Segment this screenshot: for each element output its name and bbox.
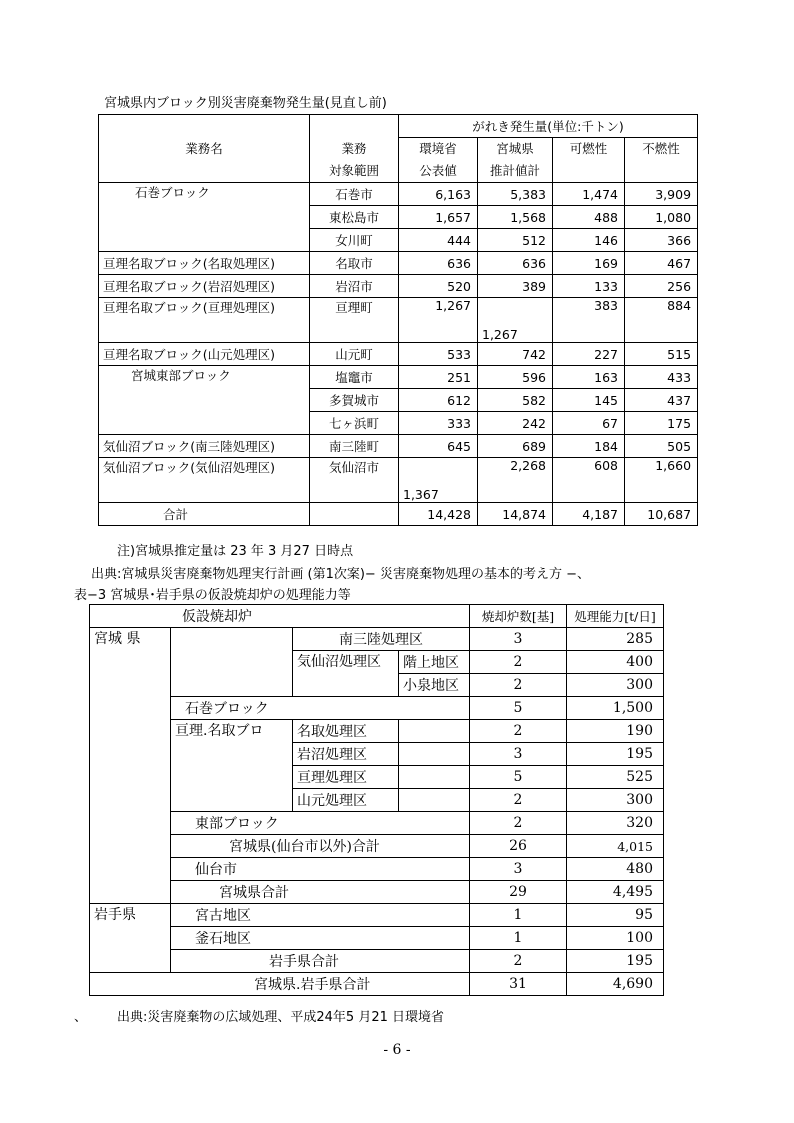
count-value: 1 [470,927,567,950]
capacity-value: 95 [567,904,664,927]
table-row [99,275,698,298]
block-label: 石巻ブロック [99,183,310,252]
table-header-row [99,115,698,138]
area-label: 女川町 [310,229,399,252]
pref-value: 689 [478,435,553,458]
empty-cell [399,766,470,789]
row-label: 東部ブロック [171,812,470,835]
table-row [99,366,698,389]
combustible-value: 163 [553,366,625,389]
row-label: 釜石地区 [171,927,470,950]
env-value: 1,367 [399,458,478,503]
block-label: 宮城東部ブロック [99,366,310,435]
capacity-value: 190 [567,720,664,743]
header-cell-empty [99,115,310,138]
table-header-row [99,138,698,183]
header-col-pref: 宮城県 推計値計 [478,138,553,183]
area-label: 亘理町 [310,298,399,343]
sub-label: 階上地区 [399,651,470,674]
pref-value: 2,268 [478,458,553,503]
source-note-2: 出典:災害廃棄物の広域処理、平成24年5 月21 日環境省 [117,1010,444,1025]
count-value: 3 [470,858,567,881]
capacity-value: 195 [567,743,664,766]
source-mark: 、 [74,1010,88,1025]
sub-label: 山元処理区 [293,789,399,812]
header-capacity: 処理能力[t/日] [567,605,664,628]
noncombustible-value: 1,080 [625,206,698,229]
capacity-value: 480 [567,858,664,881]
env-value: 520 [399,275,478,298]
capacity-value: 100 [567,927,664,950]
table-incinerator-capacity [89,604,664,996]
pref-value: 582 [478,389,553,412]
capacity-value: 195 [567,950,664,973]
count-value: 2 [470,651,567,674]
block-label: 気仙沼ブロック(気仙沼処理区) [99,458,310,503]
block-label: 気仙沼ブロック(南三陸処理区) [99,435,310,458]
count-value: 26 [470,835,567,858]
total-area-empty [310,503,399,526]
noncombustible-value: 437 [625,389,698,412]
block-label: 亘理名取ブロック(亘理処理区) [99,298,310,343]
area-label: 南三陸町 [310,435,399,458]
area-label: 七ヶ浜町 [310,412,399,435]
block-label: 亘理名取ブロック(名取処理区) [99,252,310,275]
combustible-value: 383 [553,298,625,343]
header-cell-empty [310,115,399,138]
count-value: 5 [470,697,567,720]
empty-cell [399,789,470,812]
env-value: 6,163 [399,183,478,206]
area-label: 塩竈市 [310,366,399,389]
count-value: 2 [470,950,567,973]
row-label: 宮古地区 [171,904,470,927]
empty-cell [171,628,293,697]
header-incinerator: 仮設焼却炉 [90,605,470,628]
pref-value: 1,267 [478,298,553,343]
area-label: 岩沼市 [310,275,399,298]
env-value: 1,267 [399,298,478,343]
row-label: 宮城県合計 [171,881,470,904]
capacity-value: 1,500 [567,697,664,720]
combustible-value: 184 [553,435,625,458]
area-label: 気仙沼市 [310,458,399,503]
count-value: 2 [470,674,567,697]
table-row [90,835,664,858]
header-count: 焼却炉数[基] [470,605,567,628]
count-value: 3 [470,743,567,766]
combustible-value: 169 [553,252,625,275]
row-label: 亘理.名取ブロ [171,720,293,812]
count-value: 29 [470,881,567,904]
header-col-business: 業務名 [99,138,310,183]
count-value: 3 [470,628,567,651]
table-row [90,812,664,835]
capacity-value: 525 [567,766,664,789]
pref-label-miyagi: 宮城 県 [90,628,171,904]
area-label: 名取市 [310,252,399,275]
table2-title: 表−3 宮城県･岩手県の仮設焼却炉の処理能力等 [74,588,351,603]
combustible-value: 488 [553,206,625,229]
pref-value: 242 [478,412,553,435]
table-total-row [90,973,664,996]
capacity-value: 300 [567,674,664,697]
table-disaster-waste-volume [98,114,698,526]
row-label: 仙台市 [171,858,470,881]
table-total-row [99,503,698,526]
combustible-value: 67 [553,412,625,435]
header-group-label: がれき発生量(単位:千トン) [399,115,698,138]
sub-label: 名取処理区 [293,720,399,743]
table-row [99,458,698,503]
pref-value: 596 [478,366,553,389]
capacity-value: 300 [567,789,664,812]
combustible-value: 1,474 [553,183,625,206]
grand-total-capacity: 4,690 [567,973,664,996]
count-value: 2 [470,812,567,835]
noncombustible-value: 505 [625,435,698,458]
sub-label: 小泉地区 [399,674,470,697]
table-row [90,881,664,904]
empty-cell [399,720,470,743]
block-label: 亘理名取ブロック(山元処理区) [99,343,310,366]
header-col-noncombustible: 不燃性 [625,138,698,183]
area-label: 多賀城市 [310,389,399,412]
capacity-value: 285 [567,628,664,651]
total-noncombustible: 10,687 [625,503,698,526]
combustible-value: 133 [553,275,625,298]
env-value: 645 [399,435,478,458]
capacity-value: 4,015 [567,835,664,858]
count-value: 2 [470,789,567,812]
area-label: 東松島市 [310,206,399,229]
pref-value: 636 [478,252,553,275]
env-value: 612 [399,389,478,412]
env-value: 251 [399,366,478,389]
noncombustible-value: 3,909 [625,183,698,206]
table-row [99,343,698,366]
total-env: 14,428 [399,503,478,526]
capacity-value: 320 [567,812,664,835]
pref-label-iwate: 岩手県 [90,904,171,973]
capacity-value: 4,495 [567,881,664,904]
note-estimate-date: 注)宮城県推定量は 23 年 3 月27 日時点 [117,544,354,559]
noncombustible-value: 366 [625,229,698,252]
sub-label: 岩沼処理区 [293,743,399,766]
noncombustible-value: 884 [625,298,698,343]
grand-total-count: 31 [470,973,567,996]
table-row [90,858,664,881]
row-label: 岩手県合計 [171,950,470,973]
count-value: 1 [470,904,567,927]
row-label: 石巻ブロック [171,697,470,720]
env-value: 533 [399,343,478,366]
table-row [99,435,698,458]
env-value: 1,657 [399,206,478,229]
table-row [99,252,698,275]
sub-label: 亘理処理区 [293,766,399,789]
noncombustible-value: 175 [625,412,698,435]
combustible-value: 608 [553,458,625,503]
row-label: 気仙沼処理区 [293,651,399,697]
header-col-area: 業務 対象範囲 [310,138,399,183]
count-value: 2 [470,720,567,743]
combustible-value: 227 [553,343,625,366]
total-combustible: 4,187 [553,503,625,526]
header-col-env: 環境省 公表値 [399,138,478,183]
total-pref: 14,874 [478,503,553,526]
area-label: 石巻市 [310,183,399,206]
noncombustible-value: 515 [625,343,698,366]
page-number: - 6 - [383,1042,411,1058]
pref-value: 742 [478,343,553,366]
noncombustible-value: 467 [625,252,698,275]
table-row [99,183,698,206]
table-row [90,904,664,927]
source-note-1: 出典:宮城県災害廃棄物処理実行計画 (第1次案)− 災害廃棄物処理の基本的考え方 −、 [91,567,590,582]
area-label: 山元町 [310,343,399,366]
pref-value: 512 [478,229,553,252]
table-row [90,697,664,720]
block-label: 亘理名取ブロック(岩沼処理区) [99,275,310,298]
pref-value: 1,568 [478,206,553,229]
noncombustible-value: 1,660 [625,458,698,503]
combustible-value: 146 [553,229,625,252]
row-label: 南三陸処理区 [293,628,470,651]
env-value: 333 [399,412,478,435]
grand-total-label: 宮城県.岩手県合計 [90,973,470,996]
table1-title: 宮城県内ブロック別災害廃棄物発生量(見直し前) [104,96,387,111]
table-row [90,950,664,973]
count-value: 5 [470,766,567,789]
header-col-combustible: 可燃性 [553,138,625,183]
table-row [90,628,664,651]
table-row [99,298,698,343]
env-value: 444 [399,229,478,252]
combustible-value: 145 [553,389,625,412]
noncombustible-value: 256 [625,275,698,298]
table-row [90,927,664,950]
row-label: 宮城県(仙台市以外)合計 [171,835,470,858]
total-label: 合計 [99,503,310,526]
pref-value: 389 [478,275,553,298]
table-row [90,720,664,743]
table-header-row [90,605,664,628]
noncombustible-value: 433 [625,366,698,389]
pref-value: 5,383 [478,183,553,206]
env-value: 636 [399,252,478,275]
empty-cell [399,743,470,766]
capacity-value: 400 [567,651,664,674]
